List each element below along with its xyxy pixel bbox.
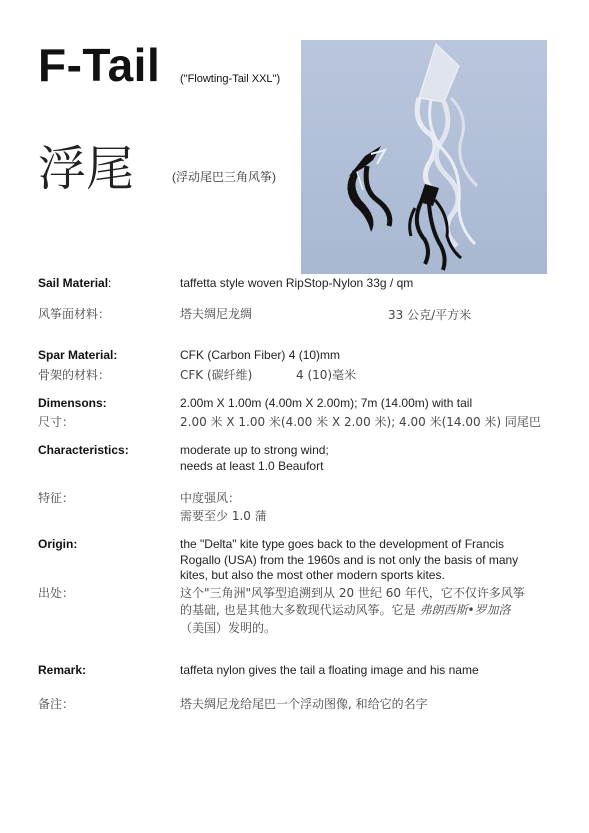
spar-material-cn-label: 骨架的材料： bbox=[38, 368, 111, 382]
chinese-subtitle: (浮动尾巴三角风筝) bbox=[172, 170, 276, 184]
characteristics-line-2: needs at least 1.0 Beaufort bbox=[180, 459, 324, 473]
sail-material-cn-value: 塔夫绸尼龙绸 bbox=[180, 307, 253, 321]
kite-photo bbox=[301, 40, 547, 274]
origin-cn-line-2: 的基础, 也是其他大多数现代运动风筝。它是 弗朗西斯•罗加洛 bbox=[180, 603, 511, 617]
characteristics-line-1: moderate up to strong wind; bbox=[180, 443, 329, 457]
sail-material-label: Sail Material: bbox=[38, 276, 112, 290]
remark-label: Remark: bbox=[38, 663, 87, 677]
dimensions-cn-value: 2.00 米 X 1.00 米(4.00 米 X 2.00 米); 4.00 米(14.00 米) 同尾巴 bbox=[180, 415, 541, 429]
spar-material-value: CFK (Carbon Fiber) 4 (10)mm bbox=[180, 348, 341, 362]
dimensions-value: 2.00m X 1.00m (4.00m X 2.00m); 7m (14.00m) with tail bbox=[180, 396, 473, 410]
characteristics-cn-line-2: 需要至少 1.0 蒲 bbox=[180, 509, 267, 523]
remark-cn-label: 备注： bbox=[38, 697, 75, 711]
chinese-title: 浮尾 bbox=[38, 141, 135, 197]
origin-line-1: the "Delta" kite type goes back to the development of Francis bbox=[180, 537, 505, 551]
origin-line-3: kites, but also the most other modern sports kites. bbox=[180, 568, 445, 582]
sail-material-value: taffetta style woven RipStop-Nylon 33g / qm bbox=[180, 276, 414, 290]
sail-weight-cn-value: 33 公克/平方米 bbox=[388, 308, 472, 322]
dimensions-cn-label: 尺寸： bbox=[38, 415, 75, 429]
origin-cn-label: 出处： bbox=[38, 586, 75, 600]
origin-line-2: Rogallo (USA) from the 1960s and is not only the basis of many bbox=[180, 553, 519, 567]
remark-cn-value: 塔夫绸尼龙给尾巴一个浮动图像, 和给它的名字 bbox=[180, 697, 428, 711]
page-title: F-Tail bbox=[38, 39, 161, 91]
page-subtitle: ("Flowting-Tail XXL") bbox=[180, 73, 281, 85]
origin-cn-line-1: 这个"三角洲"风筝型追溯到从 20 世纪 60 年代，它不仅许多风筝 bbox=[180, 586, 525, 600]
spar-size-cn-value: 4 (10)毫米 bbox=[296, 368, 357, 382]
characteristics-cn-label: 特征： bbox=[38, 491, 75, 505]
characteristics-label: Characteristics: bbox=[38, 443, 129, 457]
remark-value: taffeta nylon gives the tail a floating image and his name bbox=[180, 663, 479, 677]
rogallo-name-cn: 弗朗西斯•罗加洛 bbox=[419, 603, 511, 617]
dimensions-label: Dimensons: bbox=[38, 396, 107, 410]
spar-material-cn-value: CFK (碳纤维) bbox=[180, 368, 253, 382]
characteristics-cn-line-1: 中度强风： bbox=[180, 491, 241, 505]
origin-cn-line-3: （美国）发明的。 bbox=[180, 621, 277, 635]
sail-material-cn-label: 风筝面材料： bbox=[38, 307, 111, 321]
origin-label: Origin: bbox=[38, 537, 78, 551]
spar-material-label: Spar Material: bbox=[38, 348, 118, 362]
